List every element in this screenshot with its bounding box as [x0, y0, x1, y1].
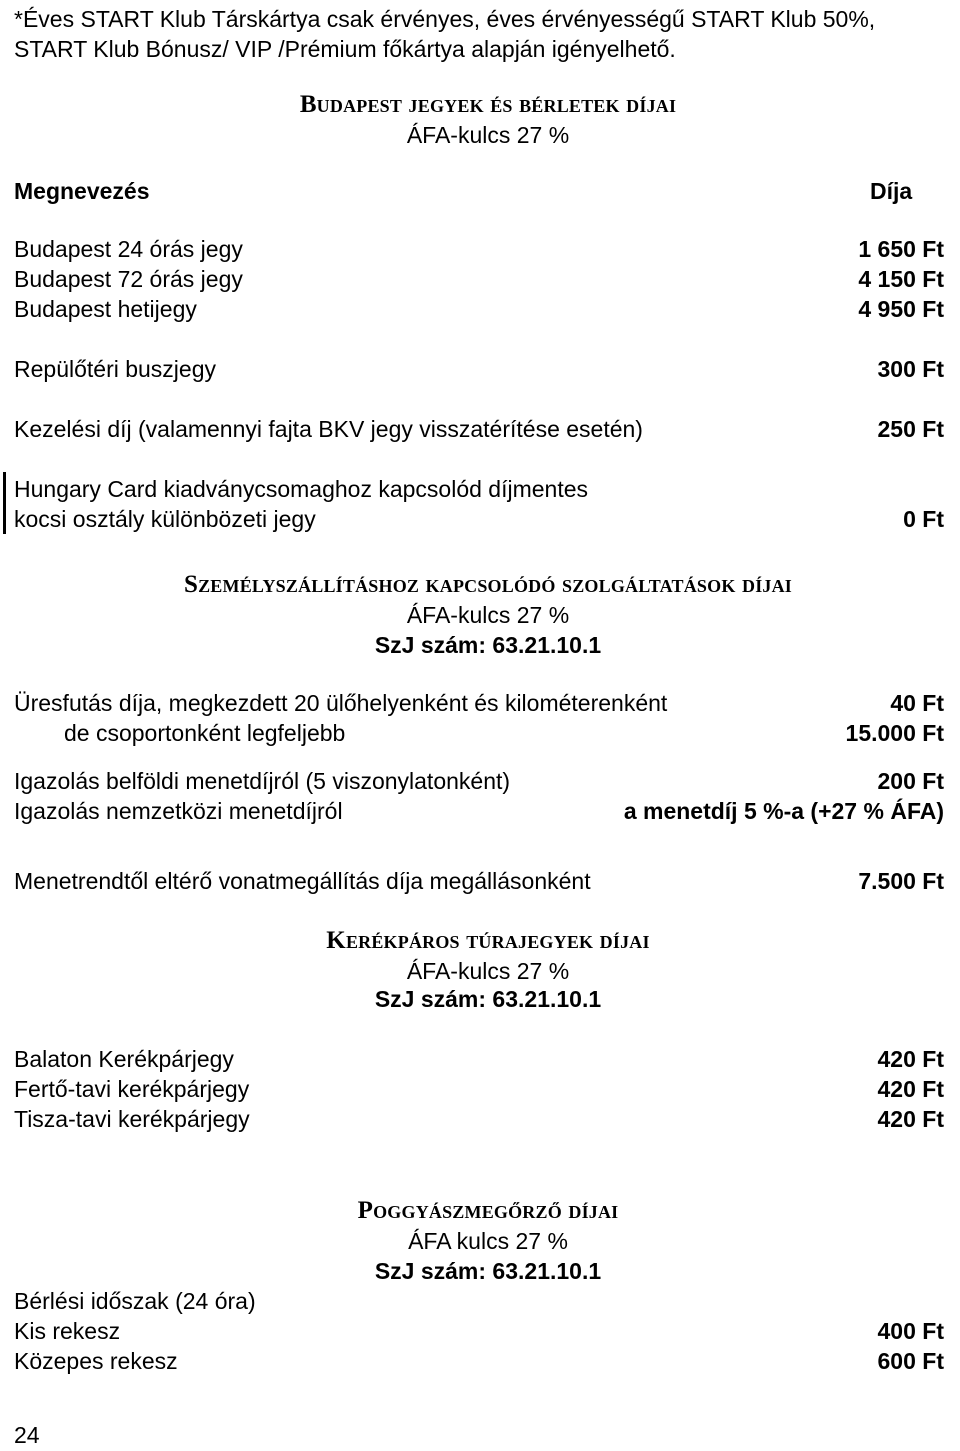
intro-line-1: *Éves START Klub Társkártya csak érvényes, éves érvényességű START Klub 50%,	[14, 6, 876, 32]
row-price: 420 Ft	[877, 1076, 944, 1102]
row-price: a menetdíj 5 %-a (+27 % ÁFA)	[623, 798, 944, 824]
section-title-services: Személyszállításhoz kapcsolódó szolgáltatások díjai	[183, 571, 793, 598]
change-bar	[3, 472, 6, 534]
section-title-bicycle: Kerékpáros túrajegyek díjai	[326, 927, 650, 954]
column-header-price: Díja	[870, 178, 913, 204]
row-name: Tisza-tavi kerékpárjegy	[14, 1106, 250, 1132]
row-price: 200 Ft	[877, 768, 944, 794]
row-name: Fertő-tavi kerékpárjegy	[14, 1076, 250, 1102]
row-name: Repülőtéri buszjegy	[14, 356, 217, 382]
row-price: 7.500 Ft	[858, 868, 944, 894]
row-name: Kis rekesz	[14, 1318, 121, 1344]
row-name: Budapest 24 órás jegy	[14, 236, 243, 262]
row-name: Igazolás nemzetközi menetdíjról	[14, 798, 343, 824]
section-title-luggage: Poggyászmegőrző díjai	[357, 1197, 619, 1224]
row-name-line-2: kocsi osztály különbözeti jegy	[14, 506, 316, 532]
page-number: 24	[14, 1422, 40, 1448]
section-vat-luggage: ÁFA kulcs 27 %	[408, 1228, 568, 1254]
row-price: 0 Ft	[903, 506, 944, 532]
section-vat-services: ÁFA-kulcs 27 %	[406, 602, 570, 628]
section-vat-bicycle: ÁFA-kulcs 27 %	[406, 958, 570, 984]
intro-line-2: START Klub Bónusz/ VIP /Prémium főkártya alapján igényelhető.	[14, 36, 676, 62]
row-name: Budapest 72 órás jegy	[14, 266, 243, 292]
row-name: Budapest hetijegy	[14, 296, 197, 322]
row-name-line-1: Hungary Card kiadványcsomaghoz kapcsolód díjmentes	[14, 476, 589, 502]
row-price: 600 Ft	[877, 1348, 944, 1374]
section-vat-budapest: ÁFA-kulcs 27 %	[406, 122, 570, 148]
row-price: 300 Ft	[877, 356, 944, 382]
section-szj-bicycle: SzJ szám: 63.21.10.1	[374, 986, 602, 1012]
row-price: 15.000 Ft	[845, 720, 944, 746]
row-price: 420 Ft	[877, 1106, 944, 1132]
row-name: Kezelési díj (valamennyi fajta BKV jegy visszatérítése esetén)	[14, 416, 643, 442]
row-price: 4 950 Ft	[858, 296, 944, 322]
row-price: 400 Ft	[877, 1318, 944, 1344]
row-name: Bérlési időszak (24 óra)	[14, 1288, 256, 1314]
row-price: 40 Ft	[890, 690, 944, 716]
row-price: 1 650 Ft	[858, 236, 944, 262]
row-name: Közepes rekesz	[14, 1348, 178, 1374]
row-name: Üresfutás díja, megkezdett 20 ülőhelyenként és kilométerenként	[14, 690, 668, 716]
row-name: de csoportonként legfeljebb	[64, 720, 346, 746]
row-name: Igazolás belföldi menetdíjról (5 viszonylatonként)	[14, 768, 511, 794]
row-price: 420 Ft	[877, 1046, 944, 1072]
section-szj-luggage: SzJ szám: 63.21.10.1	[374, 1258, 602, 1284]
section-szj-services: SzJ szám: 63.21.10.1	[374, 632, 602, 658]
row-price: 4 150 Ft	[858, 266, 944, 292]
column-header-name: Megnevezés	[14, 178, 150, 204]
row-name: Balaton Kerékpárjegy	[14, 1046, 234, 1072]
row-price: 250 Ft	[877, 416, 944, 442]
section-title-budapest: Budapest jegyek és bérletek díjai	[299, 91, 677, 118]
row-name: Menetrendtől eltérő vonatmegállítás díja megállásonként	[14, 868, 591, 894]
